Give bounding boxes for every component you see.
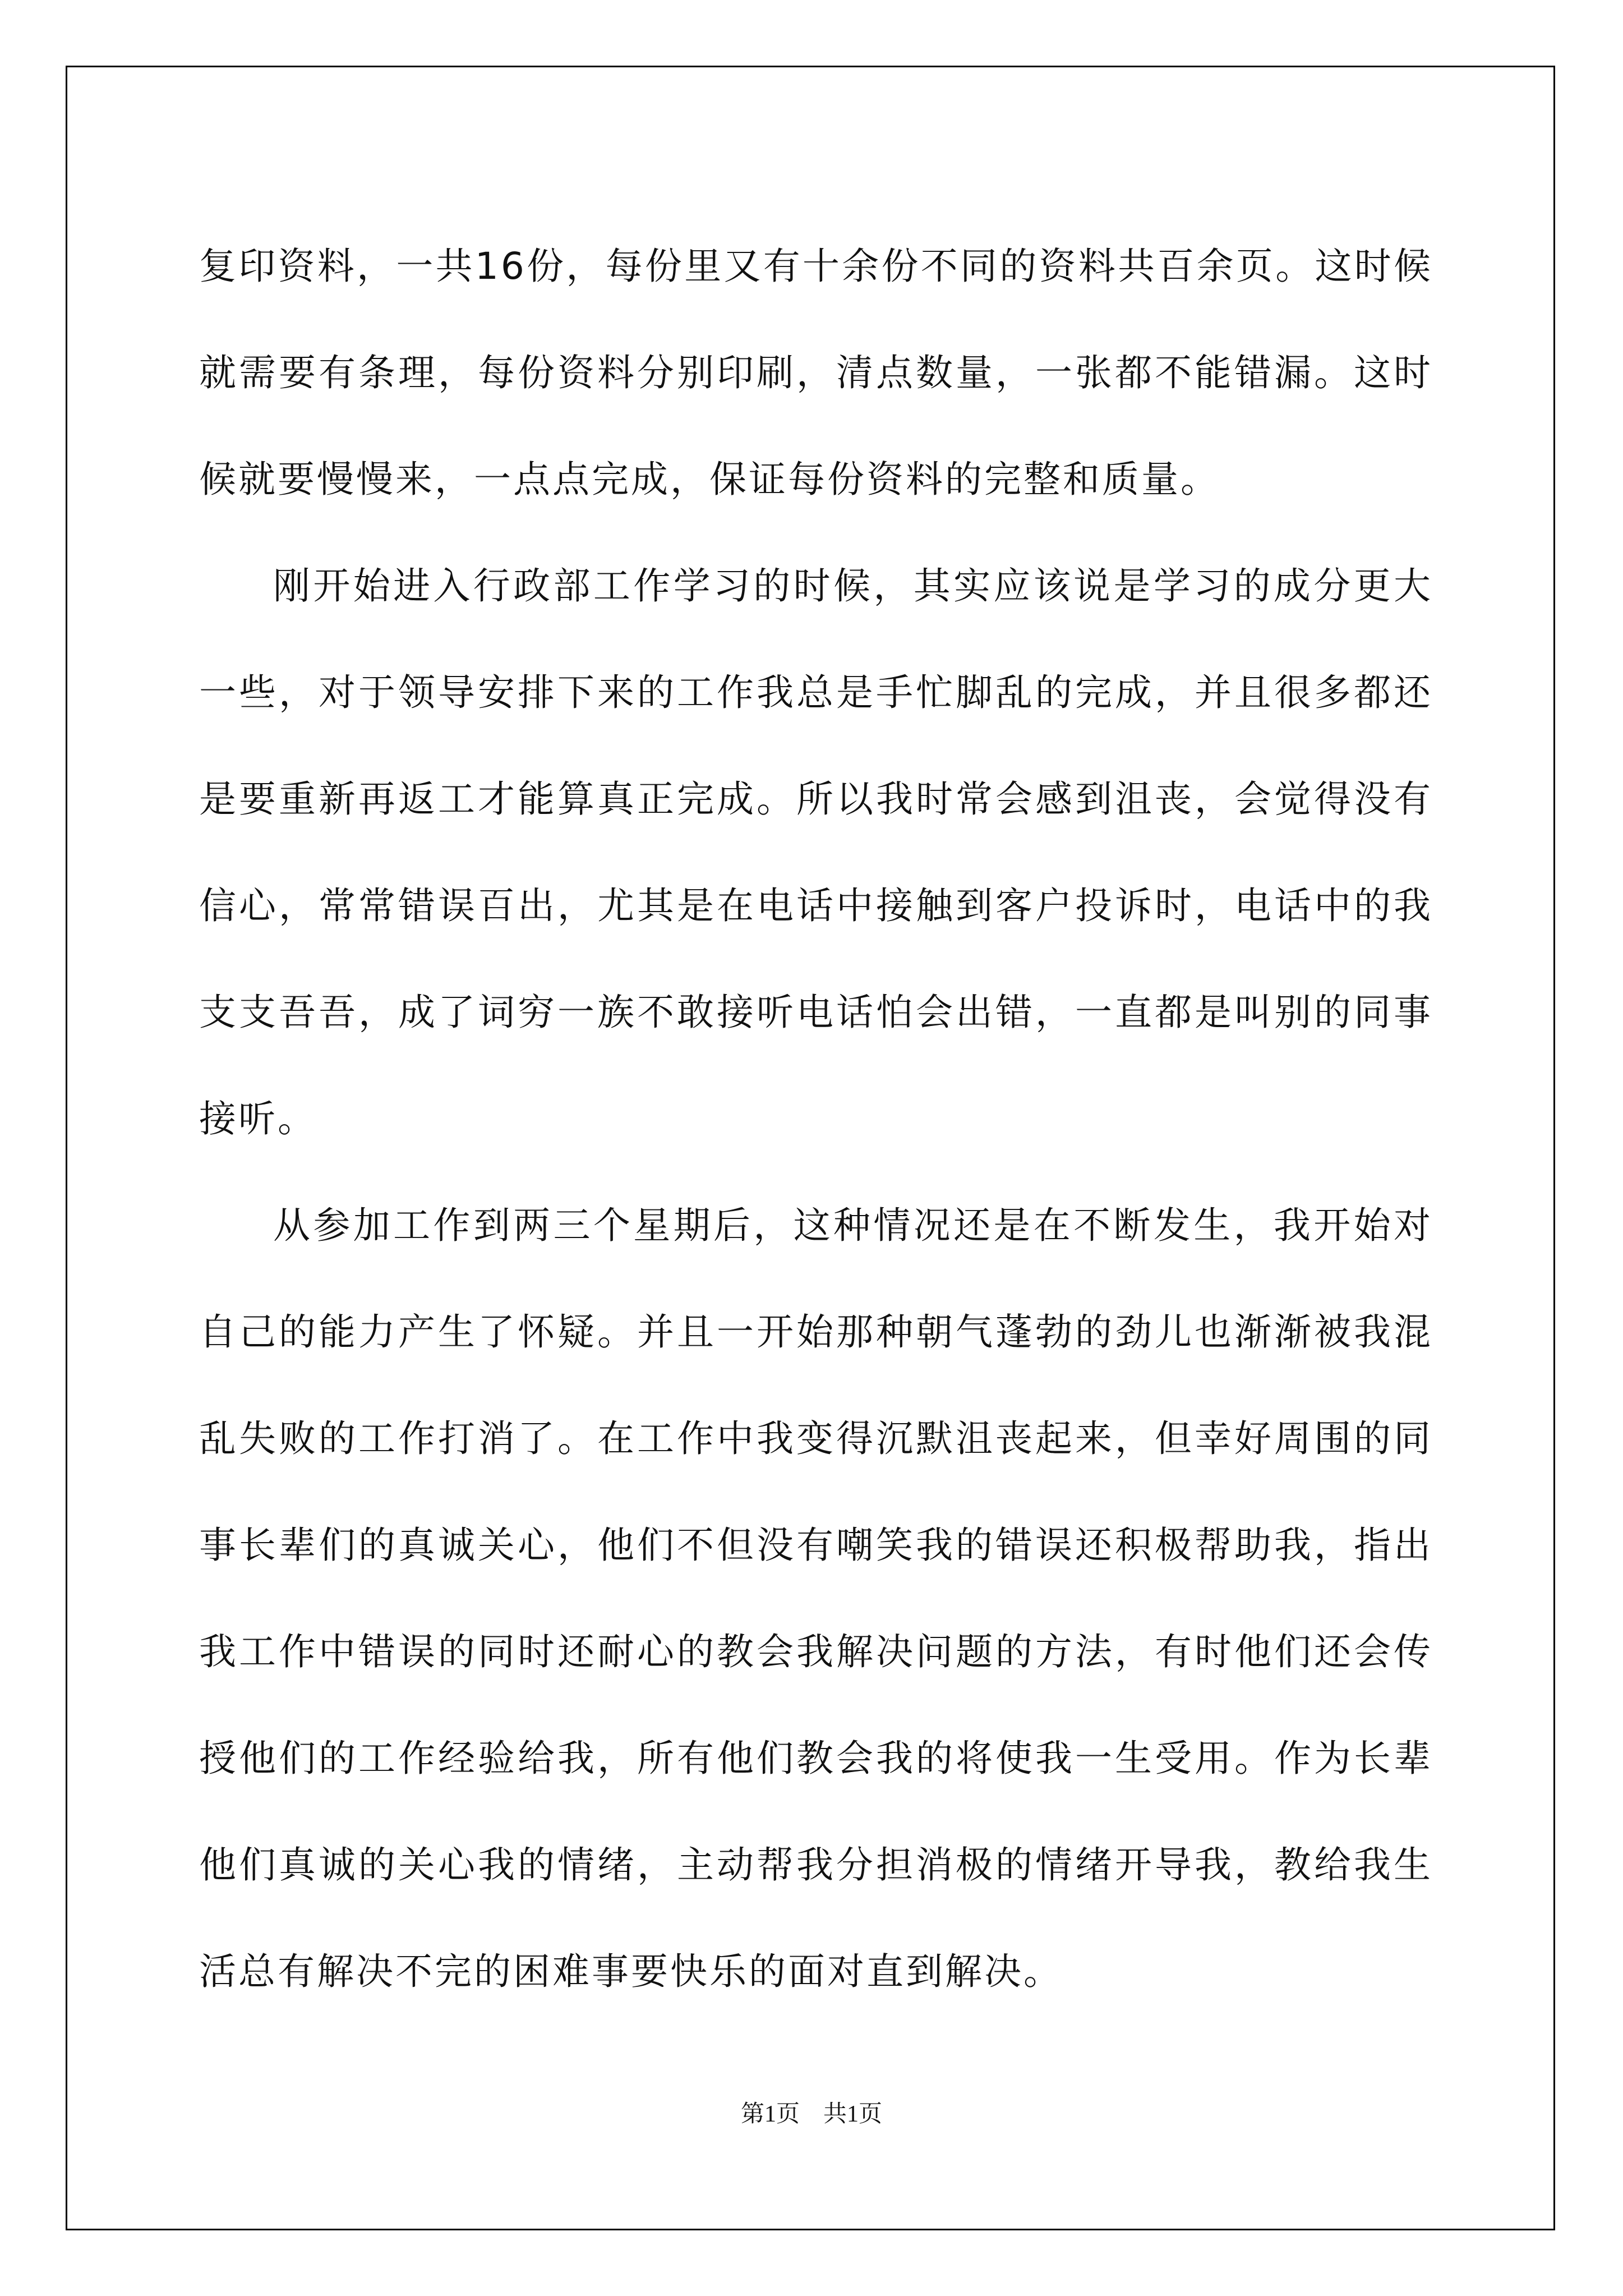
page-number-footer: 第1页 共1页	[740, 2101, 882, 2127]
paragraph-1: 复印资料，一共16份，每份里又有十余份不同的资料共百余页。这时候就需要有条理，每份资料分别印刷，清点数量，一张都不能错漏。这时候就要慢慢来，一点点完成，保证每份资料的完整和质量。	[199, 245, 1433, 501]
document-body	[199, 213, 1433, 2025]
paragraph-2: 刚开始进入行政部工作学习的时候，其实应该说是学习的成分更大一些，对于领导安排下来的工作我总是手忙脚乱的完成，并且很多都还是要重新再返工才能算真正完成。所以我时常会感到沮丧，会觉得没有信心，常常错误百出，尤其是在电话中接触到客户投诉时，电话中的我支支吾吾，成了词穷一族不敢接听电话怕会出错，一直都是叫别的同事接听。	[199, 564, 1433, 1140]
paragraph-3: 从参加工作到两三个星期后，这种情况还是在不断发生，我开始对自己的能力产生了怀疑。并且一开始那种朝气蓬勃的劲儿也渐渐被我混乱失败的工作打消了。在工作中我变得沉默沮丧起来，但幸好周围的同事长辈们的真诚关心，他们不但没有嘲笑我的错误还积极帮助我，指出我工作中错误的同时还耐心的教会我解决问题的方法，有时他们还会传授他们的工作经验给我，所有他们教会我的将使我一生受用。作为长辈他们真诚的关心我的情绪，主动帮我分担消极的情绪开导我，教给我生活总有解决不完的困难事要快乐的面对直到解决。	[199, 1204, 1433, 1993]
